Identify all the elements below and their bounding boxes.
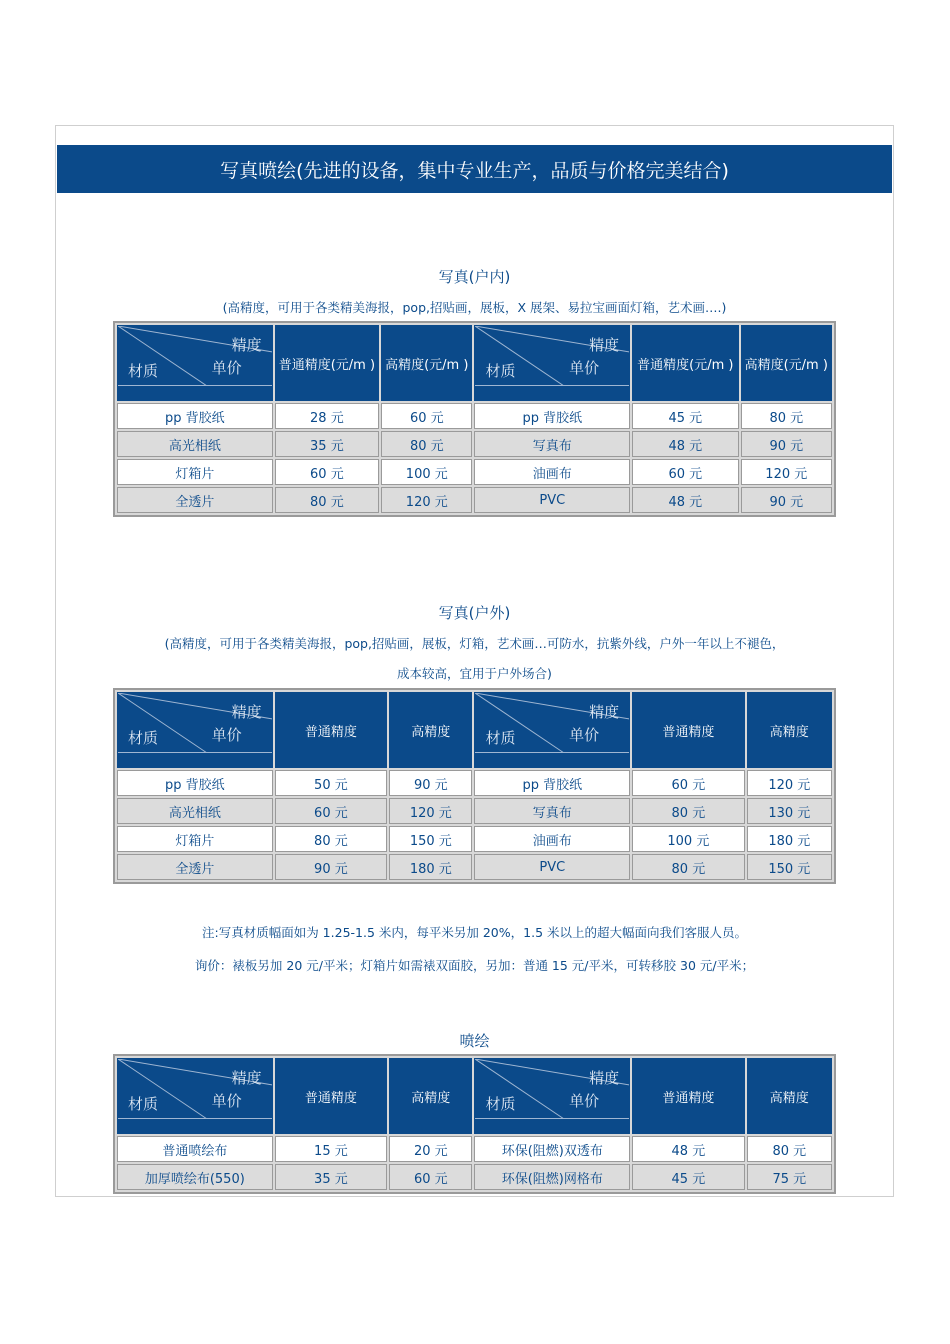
indoor-title: 写真(户内) [438, 268, 511, 286]
header-bottom-bar [118, 385, 272, 400]
spray-title: 喷绘 [459, 1032, 490, 1050]
column-normal-precision: 普通精度 [632, 1058, 744, 1134]
price-cell: 120 元 [381, 487, 472, 513]
header-bottom-bar [475, 752, 629, 767]
material-cell: pp 背胶纸 [117, 770, 273, 796]
outdoor-description-line1: (高精度，可用于各类精美海报，pop,招贴画，展板，灯箱，艺术画…可防水，抗紫外线，户外一年以上不褪色， [164, 636, 785, 651]
header-price-label: 单价 [569, 1092, 600, 1110]
price-cell: 48 元 [632, 487, 738, 513]
material-cell: 灯箱片 [117, 826, 273, 852]
page-banner: 写真喷绘(先进的设备，集中专业生产，品质与价格完美结合) [57, 145, 892, 193]
column-high-precision: 高精度 [389, 692, 472, 768]
price-cell: 48 元 [632, 431, 738, 457]
material-cell: 全透片 [117, 854, 273, 880]
material-cell: 写真布 [474, 798, 630, 824]
material-cell: 全透片 [117, 487, 273, 513]
note-line-1: 注:写真材质幅面如为 1.25-1.5 米内，每平米另加 20%，1.5 米以上的超大幅面向我们客服人员。 [202, 925, 747, 940]
header-material-label: 材质 [485, 362, 516, 380]
header-bottom-bar [118, 1118, 272, 1133]
price-cell: 180 元 [747, 826, 832, 852]
header-material-label: 材质 [128, 362, 159, 380]
material-cell: pp 背胶纸 [474, 770, 630, 796]
header-material-label: 材质 [485, 1095, 516, 1113]
header-price-label: 单价 [211, 1092, 242, 1110]
table-row [117, 854, 832, 880]
header-precision-label: 精度 [589, 703, 620, 721]
diagonal-header-cell [474, 1058, 630, 1134]
column-high-precision: 高精度 [747, 692, 832, 768]
table-row [117, 826, 832, 852]
material-cell: 高光相纸 [117, 431, 273, 457]
price-cell: 90 元 [741, 431, 832, 457]
price-cell: 80 元 [632, 854, 744, 880]
table-header-row [117, 1058, 832, 1134]
material-cell: 高光相纸 [117, 798, 273, 824]
diagonal-header-cell [474, 325, 630, 401]
price-cell: 180 元 [389, 854, 472, 880]
material-cell: 普通喷绘布 [117, 1136, 273, 1162]
column-high-precision: 高精度(元/m ) [741, 325, 832, 401]
column-high-precision: 高精度(元/m ) [381, 325, 472, 401]
indoor-price-table [113, 321, 836, 517]
table-header-row [117, 692, 832, 768]
column-high-precision: 高精度 [747, 1058, 832, 1134]
spray-price-table [113, 1054, 836, 1194]
column-normal-precision: 普通精度(元/m ) [275, 325, 379, 401]
outdoor-title: 写真(户外) [438, 604, 511, 622]
header-precision-label: 精度 [231, 336, 262, 354]
table-row [117, 431, 832, 457]
diagonal-header-cell [117, 692, 273, 768]
material-cell: 写真布 [474, 431, 630, 457]
column-high-precision: 高精度 [389, 1058, 472, 1134]
price-cell: 28 元 [275, 403, 379, 429]
material-cell: pp 背胶纸 [474, 403, 630, 429]
table-row [117, 403, 832, 429]
table-row [117, 487, 832, 513]
header-material-label: 材质 [128, 729, 159, 747]
header-material-label: 材质 [128, 1095, 159, 1113]
price-cell: 60 元 [381, 403, 472, 429]
header-price-label: 单价 [569, 359, 600, 377]
price-cell: 80 元 [275, 487, 379, 513]
price-cell: 150 元 [747, 854, 832, 880]
diagonal-header-cell [474, 692, 630, 768]
price-cell: 80 元 [747, 1136, 832, 1162]
price-cell: 90 元 [389, 770, 472, 796]
price-cell: 60 元 [275, 459, 379, 485]
table-row [117, 1136, 832, 1162]
price-cell: 60 元 [275, 798, 387, 824]
table-row [117, 459, 832, 485]
price-cell: 48 元 [632, 1136, 744, 1162]
header-bottom-bar [475, 1118, 629, 1133]
header-price-label: 单价 [211, 359, 242, 377]
table-row [117, 770, 832, 796]
column-normal-precision: 普通精度(元/m ) [632, 325, 738, 401]
outdoor-description-line2: 成本较高，宜用于户外场合) [397, 666, 552, 681]
column-normal-precision: 普通精度 [632, 692, 744, 768]
price-cell: 80 元 [741, 403, 832, 429]
price-cell: 45 元 [632, 403, 738, 429]
table-row [117, 1164, 832, 1190]
header-material-label: 材质 [485, 729, 516, 747]
header-precision-label: 精度 [589, 336, 620, 354]
outdoor-price-table [113, 688, 836, 884]
price-cell: 150 元 [389, 826, 472, 852]
price-cell: 130 元 [747, 798, 832, 824]
material-cell: PVC [474, 487, 630, 513]
material-cell: 油画布 [474, 459, 630, 485]
header-bottom-bar [118, 752, 272, 767]
header-precision-label: 精度 [231, 1069, 262, 1087]
material-cell: 油画布 [474, 826, 630, 852]
price-cell: 20 元 [389, 1136, 472, 1162]
price-cell: 120 元 [747, 770, 832, 796]
price-cell: 60 元 [389, 1164, 472, 1190]
header-precision-label: 精度 [589, 1069, 620, 1087]
column-normal-precision: 普通精度 [275, 692, 387, 768]
price-cell: 80 元 [275, 826, 387, 852]
diagonal-header-cell [117, 325, 273, 401]
price-cell: 120 元 [389, 798, 472, 824]
price-cell: 80 元 [632, 798, 744, 824]
header-price-label: 单价 [211, 726, 242, 744]
note-line-2: 询价：裱板另加 20 元/平米；灯箱片如需裱双面胶，另加：普通 15 元/平米，可转移胶 30 元/平米； [194, 958, 755, 973]
material-cell: pp 背胶纸 [117, 403, 273, 429]
material-cell: 灯箱片 [117, 459, 273, 485]
price-cell: 100 元 [632, 826, 744, 852]
price-cell: 35 元 [275, 1164, 387, 1190]
price-cell: 60 元 [632, 770, 744, 796]
price-cell: 120 元 [741, 459, 832, 485]
price-cell: 35 元 [275, 431, 379, 457]
price-cell: 50 元 [275, 770, 387, 796]
table-row [117, 798, 832, 824]
header-price-label: 单价 [569, 726, 600, 744]
indoor-description: (高精度，可用于各类精美海报，pop,招贴画，展板，X 展架、易拉宝画面灯箱，艺术画….) [222, 300, 727, 315]
material-cell: 环保(阻燃)网格布 [474, 1164, 630, 1190]
price-cell: 75 元 [747, 1164, 832, 1190]
header-precision-label: 精度 [231, 703, 262, 721]
column-normal-precision: 普通精度 [275, 1058, 387, 1134]
price-cell: 15 元 [275, 1136, 387, 1162]
price-cell: 60 元 [632, 459, 738, 485]
diagonal-header-cell [117, 1058, 273, 1134]
material-cell: 环保(阻燃)双透布 [474, 1136, 630, 1162]
table-header-row [117, 325, 832, 401]
material-cell: PVC [474, 854, 630, 880]
price-cell: 90 元 [741, 487, 832, 513]
material-cell: 加厚喷绘布(550) [117, 1164, 273, 1190]
price-cell: 90 元 [275, 854, 387, 880]
price-cell: 100 元 [381, 459, 472, 485]
price-cell: 45 元 [632, 1164, 744, 1190]
header-bottom-bar [475, 385, 629, 400]
price-cell: 80 元 [381, 431, 472, 457]
document-frame [55, 125, 894, 1197]
